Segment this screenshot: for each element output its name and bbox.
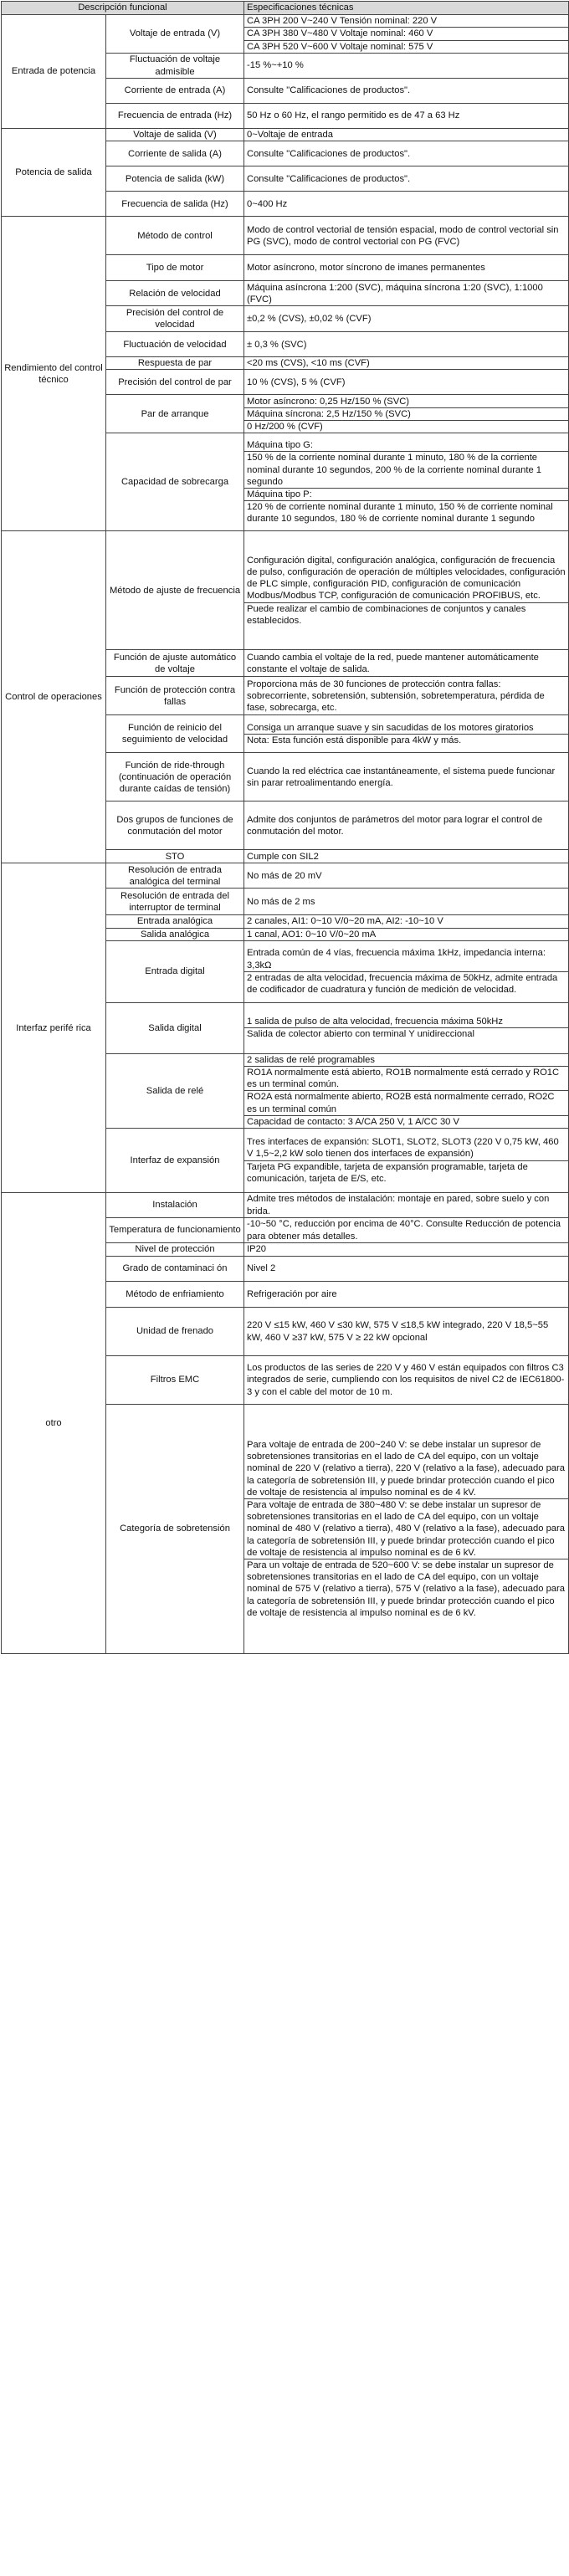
specification-value: [244, 217, 569, 255]
specification-value: [244, 357, 569, 370]
specification-line: Máquina tipo G:: [247, 440, 313, 451]
specification-line: 120 % de corriente nominal durante 1 minuto, 150 % de corriente nominal durante 10 segundos, 180 % de corriente nominal durante 1 segundo: [244, 500, 568, 525]
specification-line: 50 Hz o 60 Hz, el rango permitido es de 47 a 63 Hz: [247, 110, 460, 121]
feature-label: Resolución de entrada del interruptor de terminal: [106, 889, 244, 915]
category-rendimiento-del-control-tecnico: Rendimiento del control técnico: [2, 217, 106, 531]
specification-value: [244, 1002, 569, 1053]
feature-label: Capacidad de sobrecarga: [106, 433, 244, 531]
specification-line: Tres interfaces de expansión: SLOT1, SLOT2, SLOT3 (220 V 0,75 kW, 460 V 1,5~2,2 kW solo tienen dos interfaces de expansión): [247, 1137, 559, 1160]
specification-value: [244, 255, 569, 281]
specification-value: [244, 129, 569, 141]
specification-line: No más de 2 ms: [247, 896, 315, 907]
specification-line: Nivel 2: [247, 1263, 276, 1274]
specification-line: Modo de control vectorial de tensión espacial, modo de control vectorial sin PG (SVC), modo de control vectorial con PG (FVC): [247, 224, 559, 247]
specification-line: Nota: Esta función está disponible para 4kW y más.: [244, 734, 568, 746]
specification-line: RO2A está normalmente abierto, RO2B está normalmente cerrado, RO2C es un terminal común: [244, 1090, 568, 1114]
specification-line: -10~50 °C, reducción por encima de 40°C. Consulte Reducción de potencia para obtener más detalles.: [247, 1219, 561, 1242]
specification-line: Máquina síncrona: 2,5 Hz/150 % (SVC): [244, 407, 568, 420]
feature-label: Unidad de frenado: [106, 1308, 244, 1356]
feature-label: Salida digital: [106, 1002, 244, 1053]
specification-line: Refrigeración por aire: [247, 1288, 337, 1299]
specification-value: [244, 1053, 569, 1128]
specification-value: [244, 1282, 569, 1308]
specification-value: [244, 433, 569, 531]
specification-value: [244, 370, 569, 395]
feature-label: Interfaz de expansión: [106, 1129, 244, 1193]
specification-value: [244, 928, 569, 940]
specification-line: 1 salida de pulso de alta velocidad, frecuencia máxima 50kHz: [247, 1017, 503, 1027]
header-functional-description: Descripción funcional: [2, 2, 244, 15]
feature-label: Instalación: [106, 1193, 244, 1218]
specification-value: [244, 889, 569, 915]
specification-line: Configuración digital, configuración analógica, configuración de frecuencia de pulso, configuración de operación de múltiples velocidades, configuración de PLC simple, configuración PID, configuración de comunicación Modbus/Modbus TCP, configuración de comunicación PROFIBUS, etc.: [247, 555, 566, 602]
feature-label: Función de ride-through (continuación de operación durante caídas de tensión): [106, 753, 244, 801]
specification-value: [244, 395, 569, 433]
specification-value: [244, 332, 569, 357]
specification-line: CA 3PH 380 V~480 V Voltaje nominal: 460 V: [244, 27, 568, 39]
feature-label: Tipo de motor: [106, 255, 244, 281]
feature-label: Método de enfriamiento: [106, 1282, 244, 1308]
table-row: [2, 863, 569, 889]
specification-line: -15 %~+10 %: [247, 60, 304, 71]
specification-value: [244, 79, 569, 104]
specification-line: ± 0,3 % (SVC): [247, 339, 307, 350]
specification-line: RO1A normalmente está abierto, RO1B normalmente está cerrado y RO1C es un terminal común.: [244, 1066, 568, 1090]
table-row: [2, 1193, 569, 1218]
specification-line: ±0,2 % (CVS), ±0,02 % (CVF): [247, 314, 372, 325]
specification-value: [244, 850, 569, 863]
specification-line: Admite dos conjuntos de parámetros del motor para lograr el control de conmutación del motor.: [247, 814, 543, 837]
feature-label: Función de protección contra fallas: [106, 677, 244, 715]
specification-value: [244, 915, 569, 928]
specification-line: Motor asíncrono: 0,25 Hz/150 % (SVC): [247, 396, 410, 407]
specification-value: [244, 940, 569, 1002]
feature-label: Voltaje de entrada (V): [106, 15, 244, 54]
specification-line: Capacidad de contacto: 3 A/CA 250 V, 1 A/CC 30 V: [244, 1115, 568, 1128]
feature-label: Voltaje de salida (V): [106, 129, 244, 141]
specification-line: Puede realizar el cambio de combinaciones de conjuntos y canales establecidos.: [244, 602, 568, 627]
specification-value: [244, 104, 569, 129]
specification-value: [244, 1243, 569, 1257]
specification-value: [244, 1257, 569, 1282]
specification-line: Consulte "Calificaciones de productos".: [247, 173, 411, 184]
feature-label: Salida de relé: [106, 1053, 244, 1128]
feature-label: Fluctuación de voltaje admisible: [106, 54, 244, 79]
feature-label: Grado de contaminaci ón: [106, 1257, 244, 1282]
feature-label: STO: [106, 850, 244, 863]
feature-label: Dos grupos de funciones de conmutación del motor: [106, 801, 244, 850]
category-otro: otro: [2, 1193, 106, 1654]
specification-value: [244, 801, 569, 850]
specification-line: Para un voltaje de entrada de 520~600 V: se debe instalar un supresor de sobretensiones transitorias en el lado de CA del equipo, con un voltaje nominal de 575 V (relativo a tierra), 575 V (relativo a la fase), adecuado para la categoría de sobretensión III, y puede brindar protección cuando el pico de voltaje de resistencia al impulso nominal es de 6 kV.: [244, 1559, 568, 1619]
feature-label: Filtros EMC: [106, 1356, 244, 1405]
specification-value: [244, 15, 569, 54]
specification-line: 2 entradas de alta velocidad, frecuencia máxima de 50kHz, admite entrada de codificador de cuadratura y función de medición de velocidad.: [244, 971, 568, 996]
specification-line: Proporciona más de 30 funciones de protección contra fallas: sobrecorriente, sobretensión, subtensión, sobretemperatura, pérdida de fase, sobrecarga, etc.: [247, 679, 545, 713]
specification-line: Máquina tipo P:: [244, 488, 568, 500]
specification-line: CA 3PH 200 V~240 V Tensión nominal: 220 V: [247, 16, 438, 27]
specification-value: [244, 54, 569, 79]
specifications-table: [1, 1, 569, 1654]
feature-label: Precisión del control de velocidad: [106, 306, 244, 332]
feature-label: Función de reinicio del seguimiento de velocidad: [106, 715, 244, 753]
specification-value: [244, 1193, 569, 1218]
feature-label: Respuesta de par: [106, 357, 244, 370]
specification-line: 150 % de la corriente nominal durante 1 minuto, 180 % de la corriente nominal durante 10 segundos, 200 % de la corriente nominal durante 1 segundo: [244, 451, 568, 488]
feature-label: Nivel de protección: [106, 1243, 244, 1257]
specification-line: Motor asíncrono, motor síncrono de imanes permanentes: [247, 263, 485, 274]
feature-label: Entrada digital: [106, 940, 244, 1002]
specification-line: Los productos de las series de 220 V y 460 V están equipados con filtros C3 integrados de serie, cumpliendo con los requisitos de nivel C2 de IEC61800-3 y con el cable del motor de 10 m.: [247, 1363, 565, 1397]
feature-label: Relación de velocidad: [106, 281, 244, 306]
table-body: [2, 15, 569, 1654]
table-row: [2, 129, 569, 141]
feature-label: Potencia de salida (kW): [106, 166, 244, 192]
specification-value: [244, 281, 569, 306]
specification-line: 0~400 Hz: [247, 198, 288, 209]
specification-value: [244, 715, 569, 753]
specification-line: Admite tres métodos de instalación: montaje en pared, sobre suelo y con brida.: [247, 1194, 550, 1216]
table-row: [2, 217, 569, 255]
specification-line: 220 V ≤15 kW, 460 V ≤30 kW, 575 V ≤18,5 kW integrado, 220 V 18,5~55 kW, 460 V ≥37 kW, 575 V ≥ 22 kW opcional: [247, 1320, 549, 1343]
category-entrada-de-potencia: Entrada de potencia: [2, 15, 106, 129]
specification-line: Máquina asíncrona 1:200 (SVC), máquina síncrona 1:20 (SVC), 1:1000 (FVC): [247, 282, 543, 305]
specification-line: 2 salidas de relé programables: [247, 1054, 375, 1065]
table-row: [2, 531, 569, 650]
specification-value: [244, 863, 569, 889]
specification-value: [244, 1356, 569, 1405]
specification-line: Entrada común de 4 vías, frecuencia máxima 1kHz, impedancia interna: 3,3kΩ: [247, 948, 546, 970]
feature-label: Categoría de sobretensión: [106, 1405, 244, 1654]
specification-line: Consulte "Calificaciones de productos".: [247, 85, 411, 96]
specification-line: 1 canal, AO1: 0~10 V/0~20 mA: [247, 929, 377, 940]
specification-line: Consulte "Calificaciones de productos".: [247, 148, 411, 159]
feature-label: Función de ajuste automático de voltaje: [106, 650, 244, 677]
specification-line: Cuando la red eléctrica cae instantáneamente, el sistema puede funcionar sin parar retroalimentando energía.: [247, 766, 556, 788]
specification-line: Tarjeta PG expandible, tarjeta de expansión programable, tarjeta de comunicación, tarjeta de E/S, etc.: [244, 1160, 568, 1185]
feature-label: Corriente de entrada (A): [106, 79, 244, 104]
category-interfaz-perife-rica: Interfaz perifé rica: [2, 863, 106, 1193]
specification-value: [244, 1218, 569, 1243]
specification-value: [244, 166, 569, 192]
header-technical-specifications: Especificaciones técnicas: [244, 2, 569, 15]
specification-line: CA 3PH 520 V~600 V Voltaje nominal: 575 V: [244, 40, 568, 53]
specification-line: 0 Hz/200 % (CVF): [244, 420, 568, 433]
category-potencia-de-salida: Potencia de salida: [2, 129, 106, 217]
specification-value: [244, 1129, 569, 1193]
feature-label: Temperatura de funcionamiento: [106, 1218, 244, 1243]
specification-line: Cumple con SIL2: [247, 851, 319, 862]
specification-line: 2 canales, AI1: 0~10 V/0~20 mA, AI2: -10~10 V: [247, 916, 443, 927]
specification-value: [244, 306, 569, 332]
specification-line: <20 ms (CVS), <10 ms (CVF): [247, 358, 370, 369]
specification-line: IP20: [247, 1244, 267, 1255]
specification-value: [244, 1308, 569, 1356]
specification-line: No más de 20 mV: [247, 870, 322, 881]
specification-value: [244, 753, 569, 801]
feature-label: Par de arranque: [106, 395, 244, 433]
feature-label: Corriente de salida (A): [106, 141, 244, 166]
category-control-de-operaciones: Control de operaciones: [2, 531, 106, 863]
specification-line: 0~Voltaje de entrada: [247, 130, 333, 140]
feature-label: Salida analógica: [106, 928, 244, 940]
feature-label: Fluctuación de velocidad: [106, 332, 244, 357]
feature-label: Frecuencia de salida (Hz): [106, 192, 244, 217]
specification-value: [244, 141, 569, 166]
specification-value: [244, 650, 569, 677]
specification-value: [244, 192, 569, 217]
feature-label: Resolución de entrada analógica del terminal: [106, 863, 244, 889]
feature-label: Método de control: [106, 217, 244, 255]
feature-label: Método de ajuste de frecuencia: [106, 531, 244, 650]
table-row: [2, 15, 569, 54]
specification-line: Para voltaje de entrada de 200~240 V: se debe instalar un supresor de sobretensiones transitorias en el lado de CA del equipo, con un voltaje nominal de 220 V (relativo a tierra), 220 V (relativo a la fase), adecuado para la categoría de sobretensión III, y puede brindar protección cuando el pico de voltaje de resistencia al impulso nominal es de 4 kV.: [247, 1440, 565, 1498]
specification-line: Cuando cambia el voltaje de la red, puede mantener automáticamente constante el voltaje de salida.: [247, 652, 539, 674]
feature-label: Precisión del control de par: [106, 370, 244, 395]
specification-value: [244, 677, 569, 715]
specification-line: Salida de colector abierto con terminal Y unidireccional: [244, 1027, 568, 1040]
specification-line: Para voltaje de entrada de 380~480 V: se debe instalar un supresor de sobretensiones transitorias en el lado de CA del equipo, con un voltaje nominal de 480 V (relativo a tierra), 480 V (relativo a la fase), adecuado para la categoría de sobretensión III, y puede brindar protección cuando el pico de voltaje de resistencia al impulso nominal es de 6 kV.: [244, 1498, 568, 1559]
specification-line: Consiga un arranque suave y sin sacudidas de los motores giratorios: [247, 722, 534, 733]
specification-value: [244, 531, 569, 650]
header-row: [2, 2, 569, 15]
feature-label: Frecuencia de entrada (Hz): [106, 104, 244, 129]
feature-label: Entrada analógica: [106, 915, 244, 928]
specification-value: [244, 1405, 569, 1654]
specification-line: 10 % (CVS), 5 % (CVF): [247, 376, 346, 387]
